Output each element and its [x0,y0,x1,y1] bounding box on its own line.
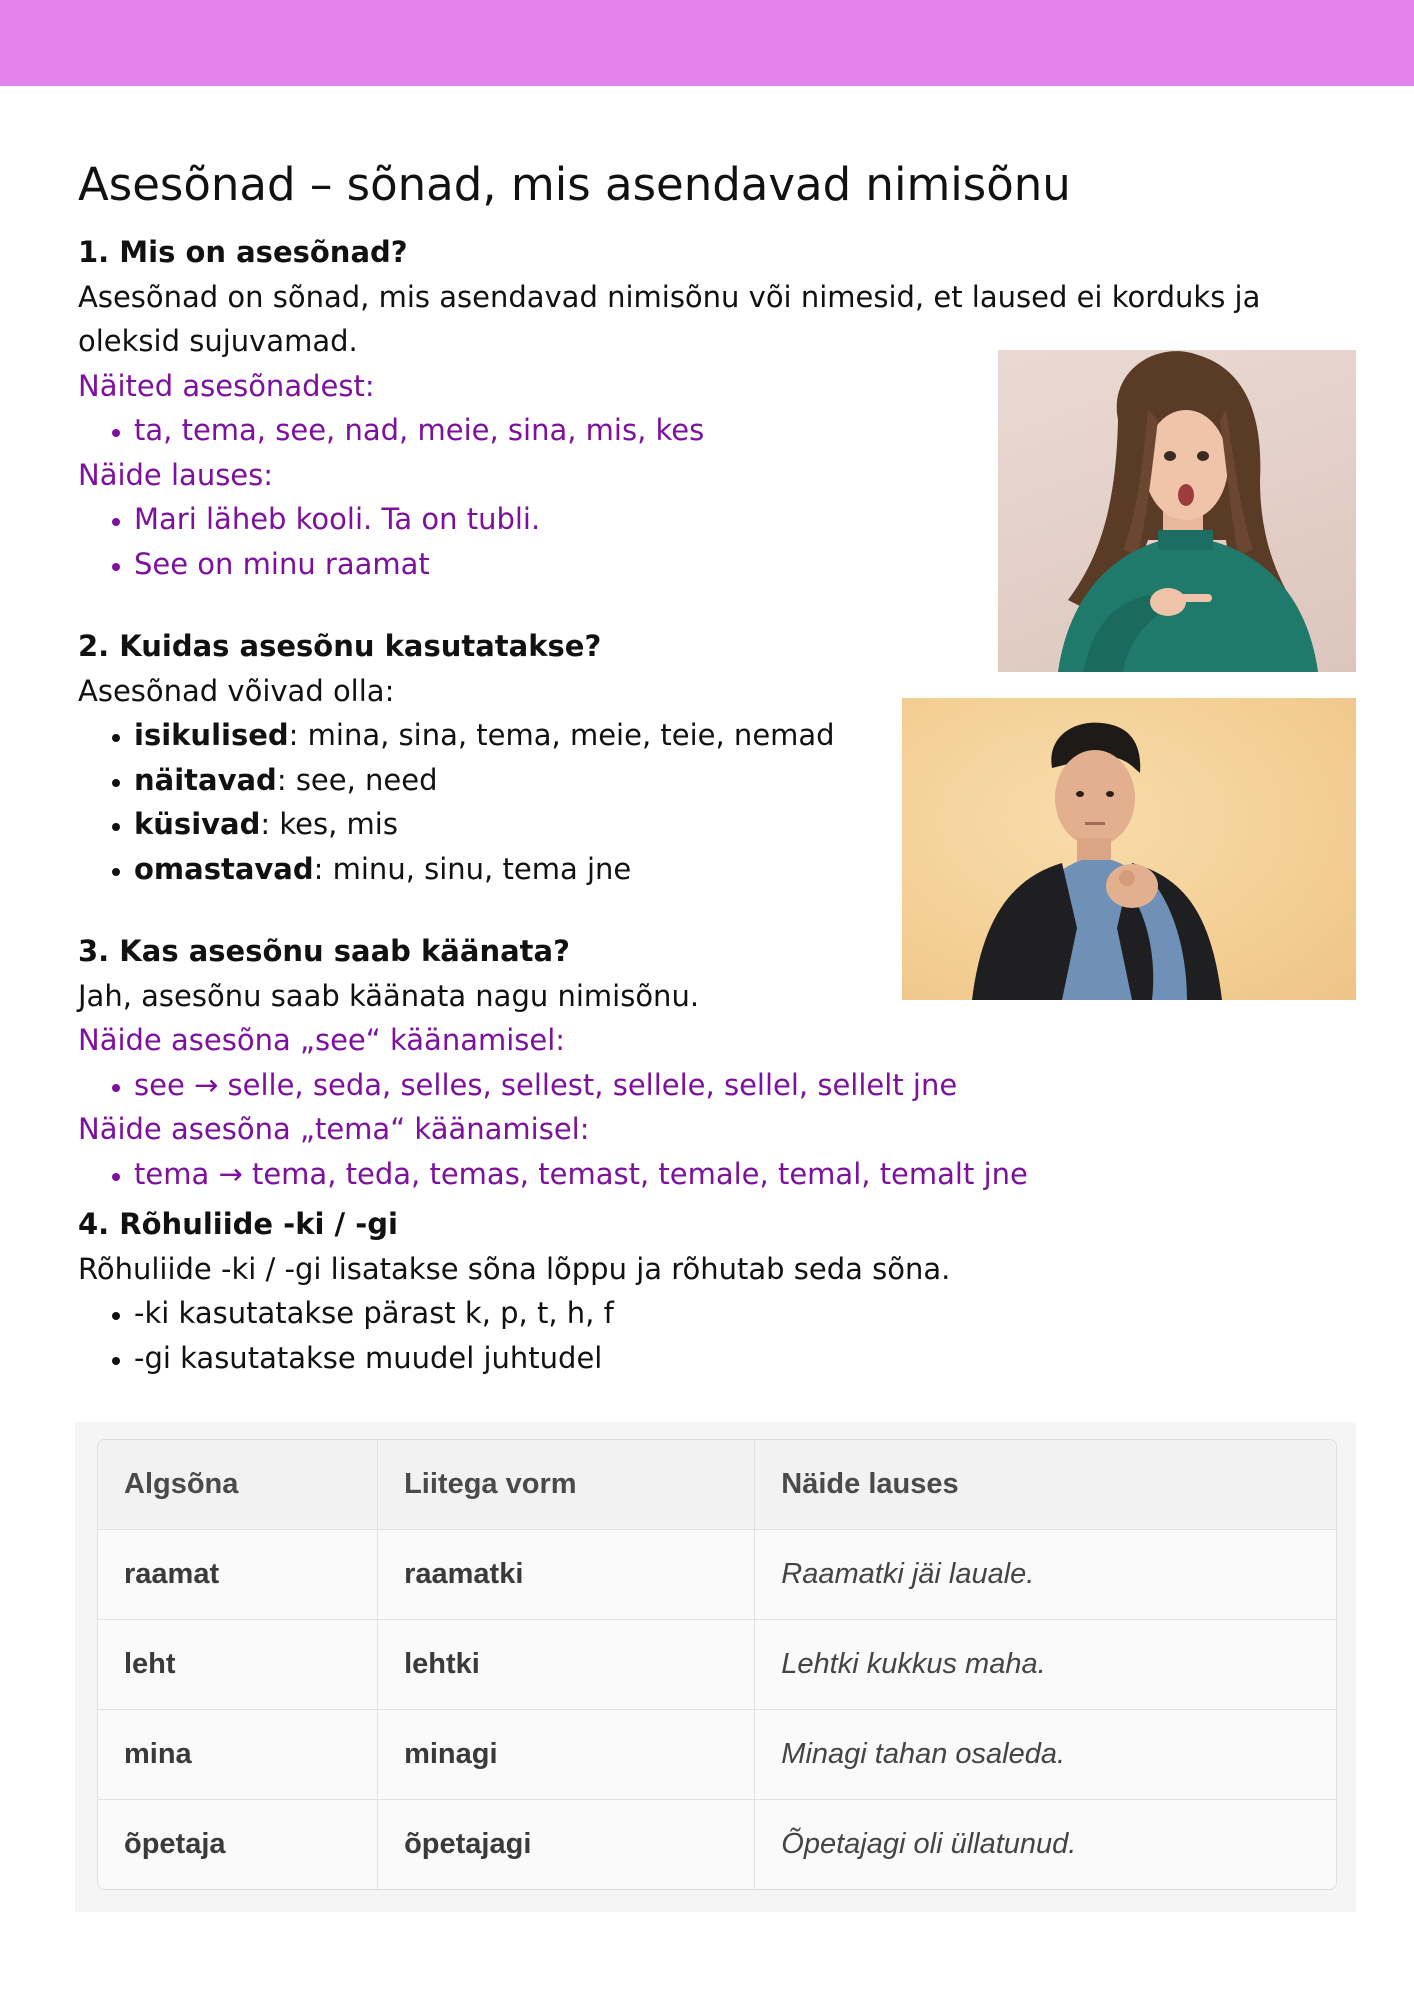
section1-text: Asesõnad on sõnad, mis asendavad nimisõnu või nimesid, et laused ei korduks ja oleksid sujuvamad. [78,279,1261,358]
table-row [98,1530,1336,1620]
section1-sentence-label: Näide lauses: [78,457,274,492]
section1-heading: 1. Mis on asesõnad? [78,235,408,269]
section2-intro: Asesõnad võivad olla: [78,673,395,708]
table-cell: leht [98,1620,378,1710]
section3-label-tema: Näide asesõna „tema“ käänamisel: [78,1112,590,1146]
section3-heading: 3. Kas asesõnu saab käänata? [78,934,570,968]
table-cell: mina [98,1710,378,1800]
section1-examples-label: Näited asesõnadest: [78,368,375,403]
table-header-row [98,1440,1336,1530]
term-desc: : mina, sina, tema, meie, teie, nemad [288,718,835,752]
list-item: • -gi kasutatakse muudel juhtudel [134,1336,1368,1381]
term: näitavad [134,762,277,797]
list-item: • see → selle, seda, selles, sellest, sellele, sellel, sellelt jne [134,1063,1368,1108]
woman-pointing-photo [998,350,1356,672]
header-cell-algsona: Algsõna [98,1440,378,1530]
header-cell-naide-lauses: Näide lauses [755,1440,1336,1530]
list-item: • ta, tema, see, nad, meie, sina, mis, kes [134,408,1368,453]
page-title: Asesõnad – sõnad, mis asendavad nimisõnu [78,158,1071,211]
section2-heading: 2. Kuidas asesõnu kasutatakse? [78,629,602,663]
section3-text: Jah, asesõnu saab käänata nagu nimisõnu. [78,978,700,1013]
table-cell: minagi [378,1710,755,1800]
header-cell-liitega-vorm: Liitega vorm [378,1440,755,1530]
suffix-table [97,1439,1337,1890]
section3-list-see [78,1063,1368,1108]
term: isikulised [134,718,289,752]
table-cell: lehtki [378,1620,755,1710]
table-row [98,1620,1336,1710]
table-cell-example: Õpetajagi oli üllatunud. [755,1800,1336,1889]
section4-heading: 4. Rõhuliide -ki / -gi [78,1207,398,1241]
list-item: • tema → tema, teda, temas, temast, temale, temal, temalt jne [134,1152,1368,1197]
list-item: • -ki kasutatakse pärast k, p, t, h, f [134,1291,1368,1336]
table-cell: raamat [98,1530,378,1620]
section3-list-tema [78,1152,1368,1197]
list-item: • Mari läheb kooli. Ta on tubli. [134,497,1368,542]
term-desc: : see, need [276,762,438,797]
table-cell: raamatki [378,1530,755,1620]
table-cell-example: Lehtki kukkus maha. [755,1620,1336,1710]
section3-label-see: Näide asesõna „see“ käänamisel: [78,1023,566,1057]
man-pointing-photo [902,698,1356,1000]
suffix-table-container [75,1422,1356,1912]
table-cell-example: Minagi tahan osaleda. [755,1710,1336,1800]
term-desc: : minu, sinu, tema jne [313,851,632,886]
list-item: • See on minu raamat [134,542,1368,587]
table-row [98,1710,1336,1800]
table-cell: õpetajagi [378,1800,755,1889]
section4-text: Rõhuliide -ki / -gi lisatakse sõna lõppu ja rõhutab seda sõna. [78,1251,951,1286]
term: küsivad [134,807,261,841]
table-cell-example: Raamatki jäi lauale. [755,1530,1336,1620]
table-cell: õpetaja [98,1800,378,1889]
term-desc: : kes, mis [260,807,398,841]
section4-list [78,1291,1368,1380]
term: omastavad [134,851,314,886]
top-banner [0,0,1414,86]
table-row [98,1800,1336,1889]
